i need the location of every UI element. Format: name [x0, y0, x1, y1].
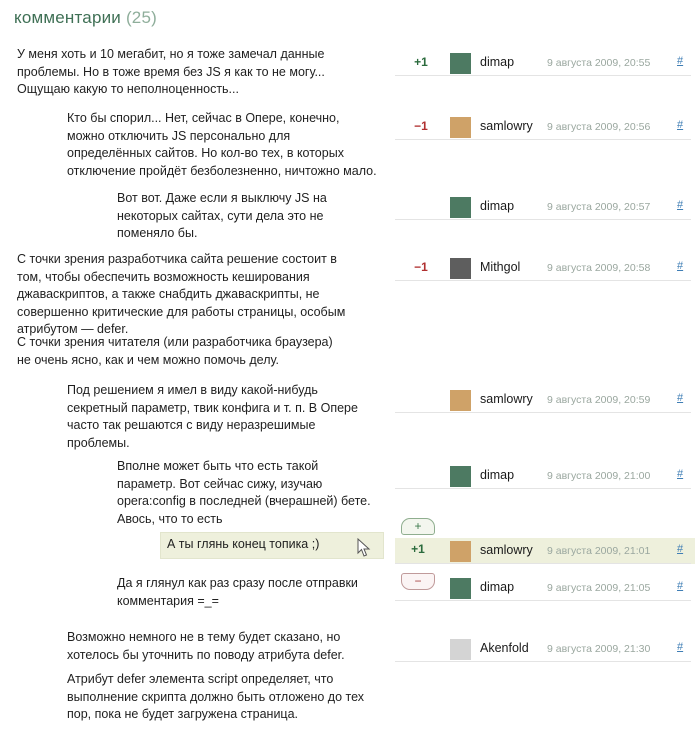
comment-author-link[interactable]: Akenfold	[480, 641, 529, 655]
avatar[interactable]	[450, 390, 471, 411]
comment-meta-row	[395, 194, 695, 220]
comment-permalink[interactable]: #	[677, 543, 684, 555]
comment-author-link[interactable]: samlowry	[480, 543, 533, 557]
comment-author-link[interactable]: dimap	[480, 55, 515, 69]
comment-date: 9 августа 2009, 20:57	[547, 201, 651, 213]
comment-meta-row	[395, 114, 695, 140]
divider	[395, 219, 691, 220]
comment-score: −1	[414, 119, 428, 133]
comment-permalink[interactable]: #	[677, 580, 684, 592]
avatar[interactable]	[450, 197, 471, 218]
comment-meta-row	[395, 387, 695, 413]
divider	[395, 139, 691, 140]
comment-author-link[interactable]: dimap	[480, 580, 515, 594]
divider	[395, 600, 691, 601]
comment-meta-row	[395, 255, 695, 281]
comment-author-link[interactable]: Mithgol	[480, 260, 521, 274]
vote-down-button[interactable]: −	[401, 573, 435, 590]
avatar[interactable]	[450, 117, 471, 138]
comment-date: 9 августа 2009, 21:01	[547, 545, 651, 557]
comment-text: Атрибут defer элемента script определяет, что выполнение скрипта должно быть отложено до тех пор, пока не будет загружена страница.	[67, 672, 365, 721]
avatar[interactable]	[450, 466, 471, 487]
divider	[395, 661, 691, 662]
avatar[interactable]	[450, 639, 471, 660]
comment-date: 9 августа 2009, 20:59	[547, 394, 651, 406]
comment-text: С точки зрения разработчика сайта решение состоит в том, чтобы обеспечить возможность кеширования джаваскриптов, а также снабдить джаваскрипты, не совершенно критические для работы страницы, особым атрибутом — defer.	[17, 252, 346, 336]
comment-author-link[interactable]: dimap	[480, 468, 515, 482]
avatar[interactable]	[450, 541, 471, 562]
vote-up-button[interactable]: +	[401, 518, 435, 535]
comment-permalink[interactable]: #	[677, 392, 684, 404]
comment-date: 9 августа 2009, 21:30	[547, 643, 651, 655]
comment-date: 9 августа 2009, 20:55	[547, 57, 651, 69]
comment-author-link[interactable]: samlowry	[480, 119, 533, 133]
comment-score: +1	[414, 55, 428, 69]
comment-text: Вполне может быть что есть такой параметр. Вот сейчас сижу, изучаю opera:config в последней (вчерашней) бете. Авось, что то есть	[117, 459, 371, 526]
comment-permalink[interactable]: #	[677, 119, 684, 131]
comment-permalink[interactable]: #	[677, 199, 684, 211]
comment-meta-row	[395, 50, 695, 76]
comment-date: 9 августа 2009, 21:00	[547, 470, 651, 482]
avatar[interactable]	[450, 258, 471, 279]
comment-text: А ты глянь конец топика ;)	[161, 533, 383, 558]
vote-widget[interactable]	[401, 518, 441, 590]
comment-permalink[interactable]: #	[677, 468, 684, 480]
page-title	[14, 8, 157, 28]
comment-text: Да я глянул как раз сразу после отправки комментария =_=	[117, 576, 358, 608]
comment-permalink[interactable]: #	[677, 641, 684, 653]
comment-text: У меня хоть и 10 мегабит, но я тоже замечал данные проблемы. Но в тоже время без JS я как то не могу... Ощущаю какую то неполноценность...	[17, 47, 325, 96]
divider	[395, 280, 691, 281]
comments-title-text: комментарии	[14, 8, 121, 27]
comments-count: (25)	[125, 8, 157, 27]
avatar[interactable]	[450, 53, 471, 74]
comment-text: Кто бы спорил... Нет, сейчас в Опере, конечно, можно отключить JS персонально для определённых сайтов. Но кол-во тех, в которых отключение пройдёт безболезненно, ничтожно мало.	[67, 111, 377, 178]
comment-author-link[interactable]: dimap	[480, 199, 515, 213]
divider	[395, 75, 691, 76]
comment-meta-row	[395, 463, 695, 489]
divider	[395, 488, 691, 489]
comment-date: 9 августа 2009, 20:56	[547, 121, 651, 133]
comment-text: Возможно немного не в тему будет сказано, но хотелось бы уточнить по поводу атрибута defer.	[67, 630, 345, 662]
vote-score: +1	[411, 542, 425, 556]
comment-author-link[interactable]: samlowry	[480, 392, 533, 406]
divider	[395, 412, 691, 413]
comment-meta-row	[395, 636, 695, 662]
comment-text: Вот вот. Даже если я выключу JS на некоторых сайтах, сути дела это не поменяло бы.	[117, 191, 327, 240]
comment-text: Под решением я имел в виду какой-нибудь секретный параметр, твик конфига и т. п. В Опере часто так решаются с виду неразрешимые проблемы.	[67, 383, 358, 450]
comment-permalink[interactable]: #	[677, 260, 684, 272]
comment-text: С точки зрения читателя (или разработчика браузера) не очень ясно, как и чем можно помочь делу.	[17, 335, 333, 367]
comment-permalink[interactable]: #	[677, 55, 684, 67]
comment-date: 9 августа 2009, 21:05	[547, 582, 651, 594]
comment-date: 9 августа 2009, 20:58	[547, 262, 651, 274]
comment-score: −1	[414, 260, 428, 274]
avatar[interactable]	[450, 578, 471, 599]
